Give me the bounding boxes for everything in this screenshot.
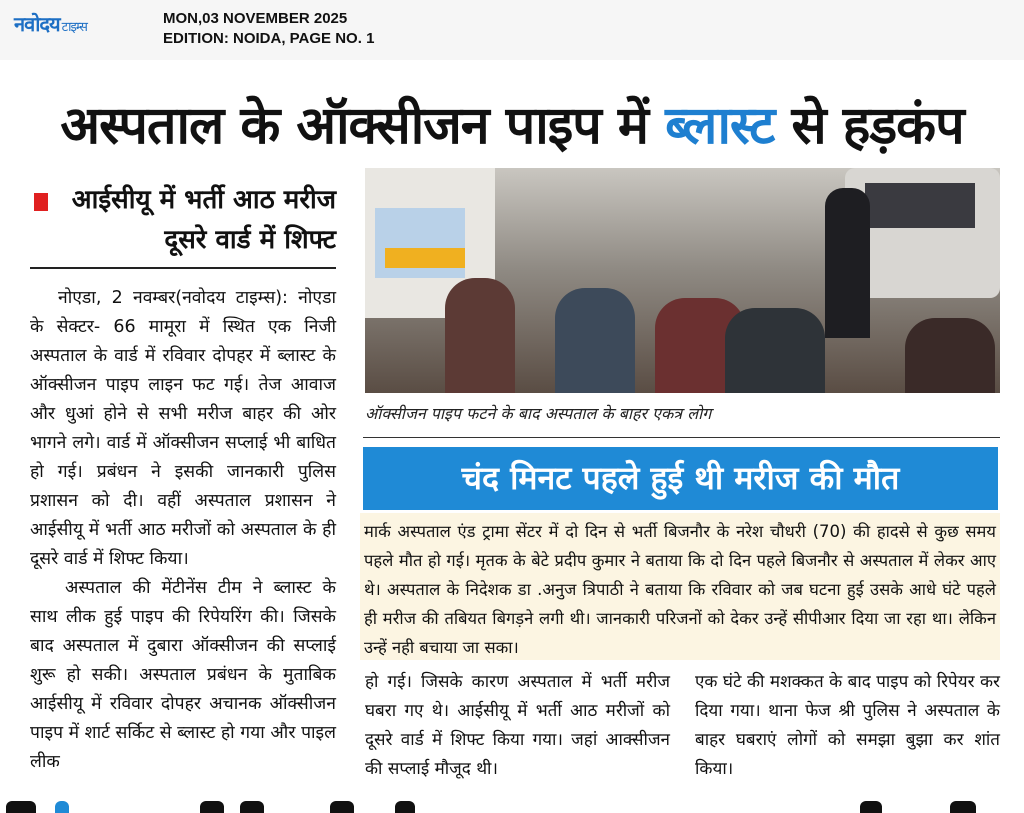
headline-highlight: ब्लास्ट [665, 96, 775, 156]
logo-sub: टाइम्स [61, 20, 87, 35]
divider [363, 437, 1000, 438]
photo-caption: ऑक्सीजन पाइप फटने के बाद अस्पताल के बाहर एकत्र लोग [365, 404, 712, 423]
headline-part1: अस्पताल के ऑक्सीजन पाइप में [60, 96, 666, 156]
next-headline-cutoff [0, 797, 1024, 813]
article-body-left [30, 284, 336, 777]
sidebar-story-box [360, 513, 1000, 660]
sidebar-story-text: मार्क अस्पताल एंड ट्रामा सेंटर में दो दिन से भर्ती बिजनौर के नरेश चौधरी (70) की हादसे से कुछ समय पहले मौत हो गई। मृतक के बेटे प्रदीप कुमार ने बताया कि दो दिन पहले बिजनौर से अस्पताल में लेकर आए थे। अस्पताल के निदेशक डा .अनुज त्रिपाठी ने बताया कि रविवार को जब घटना हुई उसके आधे घंटे पहले ही मरीज की तबियत बिगड़ने लगी थी। जानकारी परिजनों को देकर उन्हें सीपीआर दिया जा रहा था। लेकिन उन्हें नही बचाया जा सका। [364, 522, 996, 657]
edition-info: EDITION: NOIDA, PAGE NO. 1 [163, 30, 375, 47]
edition-date: MON,03 NOVEMBER 2025 [163, 10, 348, 27]
headline-part2: से हड़कंप [774, 96, 964, 156]
dateline [163, 9, 374, 49]
newspaper-logo [14, 10, 87, 37]
sidebar-story-banner: चंद मिनट पहले हुई थी मरीज की मौत [363, 447, 998, 510]
news-photo [365, 168, 1000, 393]
paragraph: अस्पताल की मेंटीनेंस टीम ने ब्लास्ट के साथ लीक हुई पाइप की रिपेयरिंग की। जिसके बाद अस्पताल में दुबारा ऑक्सीजन की सप्लाई शुरू हो सकी। अस्पताल प्रबंधन के मुताबिक आईसीयू में रविवार दोपहर अचानक ऑक्सीजन पाइप में शार्ट सर्किट से ब्लास्ट हो गया और पाइल लीक [30, 578, 336, 772]
top-bar [0, 0, 1024, 60]
paragraph: नोएडा, 2 नवम्बर(नवोदय टाइम्स): नोएडा के सेक्टर- 66 मामूरा में स्थित एक निजी अस्पताल के वार्ड में रविवार दोपहर में ब्लास्ट के ऑक्सीजन पाइप लाइन फट गई। तेज आवाज और धुआं होने से सभी मरीज बाहर की ओर भागने लगे। वार्ड में ऑक्सीजन सप्लाई भी बाधित हो गई। प्रबंधन ने इसकी जानकारी पुलिस प्रशासन को दी। वहीं अस्पताल प्रशासन ने आईसीयू में भर्ती आठ मरीजों को अस्पताल के ही दूसरे वार्ड में शिफ्ट किया। [30, 288, 336, 569]
article-column-3: एक घंटे की मशक्कत के बाद पाइप को रिपेयर कर दिया गया। थाना फेज श्री पुलिस ने अस्पताल के बाहर घबराएं लोगों को समझा बुझा कर शांत किया। [695, 672, 1000, 779]
subheadline: आईसीयू में भर्ती आठ मरीज दूसरे वार्ड में शिफ्ट [71, 185, 336, 255]
divider [30, 267, 336, 269]
article-column-2: हो गई। जिसके कारण अस्पताल में भर्ती मरीज घबरा गए थे। आईसीयू में भर्ती आठ मरीजों को दूसरे वार्ड में शिफ्ट किया गया। जहां आक्सीजन की सप्लाई मौजूद थी। [365, 672, 670, 779]
headline [0, 88, 1024, 159]
logo-main: नवोदय [14, 12, 60, 36]
